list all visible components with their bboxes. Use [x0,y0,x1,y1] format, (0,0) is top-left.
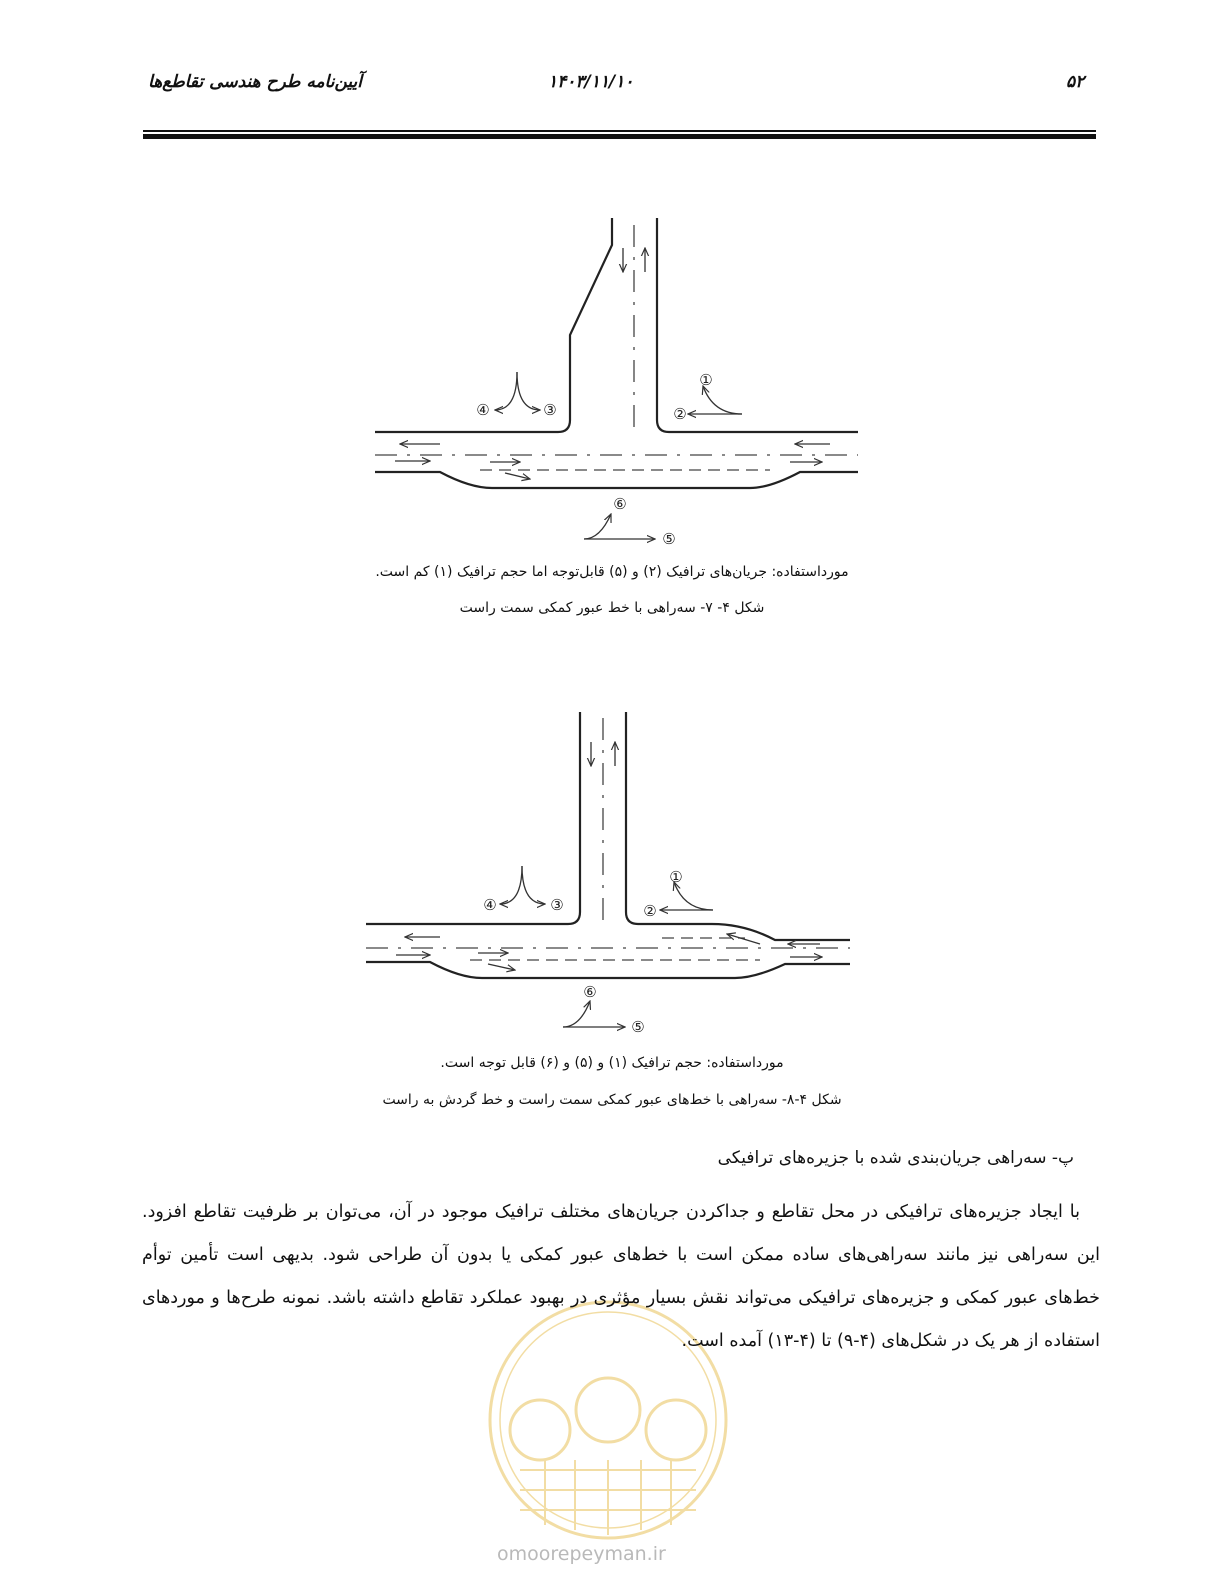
fig2-flow-3 [522,866,545,904]
fig2-turn-arrow-1 [727,934,760,944]
fig1-flow-2 [703,386,742,414]
fig2-left-curb [366,712,580,924]
body-paragraph: با ایجاد جزیره‌های ترافیکی در محل تقاطع و جداکردن جریان‌های مختلف ترافیک موجود در آن، می‌توان بر ظرفیت تقاطع افزود. این سه‌راهی نیز مانند سه‌راهی‌های ساده ممکن است با خط‌های عبور کمکی یا بدون آن طراحی شود. بدیهی است تأمین توأم خط‌های عبور کمکی و جزیره‌های ترافیکی می‌تواند نقش بسیار مؤثری در بهبود عملکرد تقاطع داشته باشد. نمونه طرح‌ها و موردهای استفاده از هر یک در شکل‌های (۴-۹) تا (۴-۱۳) آمده است. [142,1202,1100,1351]
fig1-label-3: ③ [543,401,557,419]
fig1-flow-6 [584,514,611,539]
section-body [142,1191,1100,1363]
fig1-label-4: ④ [476,401,490,419]
fig2-label-3: ③ [550,896,564,914]
figure-2-caption: شکل ۴-۸- سه‌راهی با خط‌های عبور کمکی سمت راست و خط گردش به راست [382,1092,842,1108]
figure-2-usage: مورداستفاده: حجم ترافیک (۱) و (۵) و (۶) قابل توجه است. [440,1055,784,1071]
figure-1-caption: شکل ۴- ۷- سه‌راهی با خط عبور کمکی سمت راست [459,600,765,616]
fig2-bottom-curb [366,962,850,978]
page-number: ۵۲ [1066,72,1085,92]
section-heading: پ- سه‌راهی جریان‌بندی شده با جزیره‌های ترافیکی [717,1148,1074,1168]
fig2-flow-6 [563,1001,590,1027]
fig2-label-2: ② [643,902,657,920]
fig1-label-1: ① [699,371,713,389]
fig1-bottom-curb [375,472,858,488]
fig1-label-6: ⑥ [613,495,627,513]
fig1-flow-3 [517,372,540,410]
fig2-label-6: ⑥ [583,983,597,1001]
fig2-label-1: ① [669,868,683,886]
fig2-flow-4 [500,866,522,904]
running-header-title: آیین‌نامه طرح هندسی تقاطع‌ها [148,72,362,92]
watermark-url: omoorepeyman.ir [497,1543,666,1565]
fig2-aux-arrow-2 [488,964,515,970]
fig1-flow-4 [495,372,517,410]
fig1-label-5: ⑤ [662,530,676,548]
fig2-flow-2 [674,882,713,910]
fig1-label-2: ② [673,405,687,423]
running-header-date: ۱۴۰۳/۱۱/۱۰ [548,72,634,92]
fig2-label-5: ⑤ [631,1018,645,1036]
fig1-left-curb [375,218,612,432]
figure-1-usage: مورداستفاده: جریان‌های ترافیک (۲) و (۵) قابل‌توجه اما حجم ترافیک (۱) کم است. [375,564,849,580]
fig1-right-curb [657,218,858,432]
fig2-right-curb [626,712,850,940]
fig1-aux-arrow-2 [505,473,530,479]
fig2-label-4: ④ [483,896,497,914]
